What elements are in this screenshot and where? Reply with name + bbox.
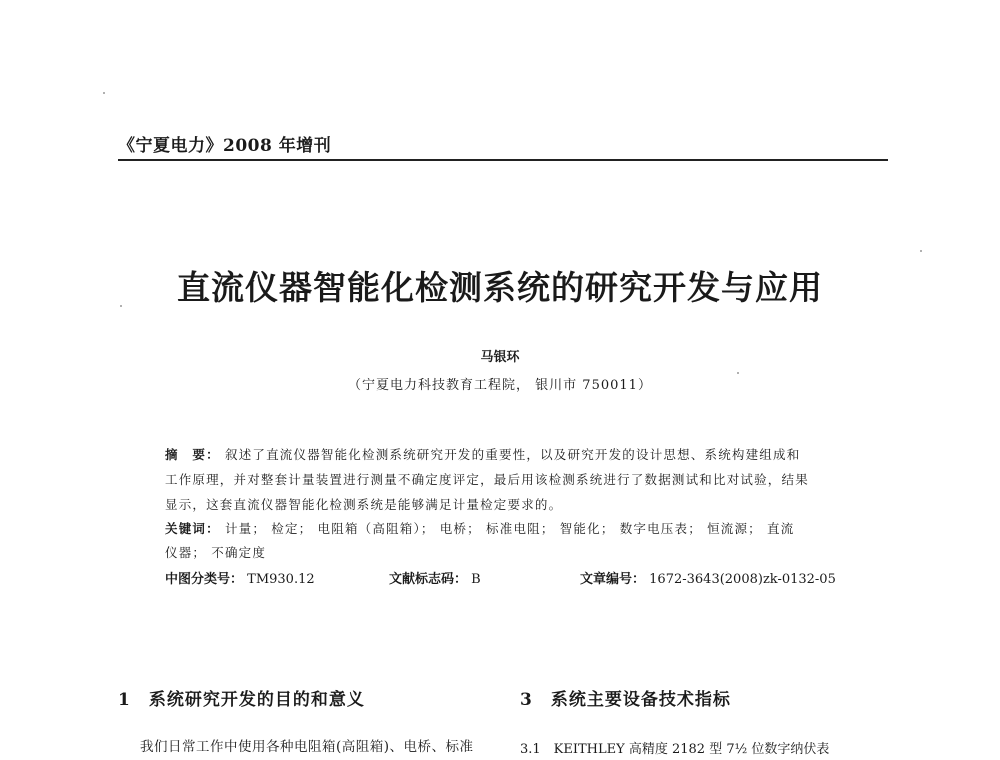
keywords-line-1 [165, 519, 794, 537]
subsection-3-1: 3.1 KEITHLEY 高精度 2182 型 7½ 位数字纳伏表 [520, 742, 830, 757]
clc-number [165, 568, 315, 587]
paper-title: 直流仪器智能化检测系统的研究开发与应用 [177, 268, 823, 307]
abstract-text-1: 叙述了直流仪器智能化检测系统研究开发的重要性，以及研究开发的设计思想、系统构建组成和 [225, 447, 801, 462]
scan-speck [920, 250, 922, 252]
scan-speck [737, 372, 739, 374]
doc-label: 文献标志码： [389, 572, 468, 587]
clc-label: 中图分类号： [165, 572, 244, 587]
article-number [580, 568, 836, 587]
scan-speck [103, 92, 105, 94]
section-3-heading: 3 系统主要设备技术指标 [520, 690, 731, 710]
keywords-line-2: 仪器； 不确定度 [165, 545, 267, 560]
author-affiliation: （宁夏电力科技教育工程院， 银川市 750011） [348, 378, 652, 393]
keywords-label: 关键词： [165, 521, 220, 536]
doc-value: B [471, 572, 481, 587]
abstract-line-1 [165, 445, 800, 463]
section-1-heading: 1 系统研究开发的目的和意义 [118, 690, 365, 710]
scan-speck [120, 305, 122, 307]
article-value: 1672-3643(2008)zk-0132-05 [649, 572, 836, 587]
abstract-label: 摘 要： [165, 447, 220, 462]
keywords-text-1: 计量； 检定； 电阻箱（高阻箱）； 电桥； 标准电阻； 智能化； 数字电压表； 恒流源； 直流 [225, 521, 795, 536]
journal-header: 《宁夏电力》2008 年增刊 [118, 136, 332, 156]
article-label: 文章编号： [580, 572, 646, 587]
document-code [389, 568, 481, 587]
clc-value: TM930.12 [247, 572, 315, 587]
author-name: 马银环 [480, 350, 520, 365]
abstract-line-2: 工作原理，并对整套计量装置进行测量不确定度评定，最后用该检测系统进行了数据测试和比对试验，结果 [165, 472, 809, 487]
section-1-body: 我们日常工作中使用各种电阻箱(高阻箱)、电桥、标准 [140, 739, 474, 755]
header-rule [118, 159, 888, 161]
abstract-line-3: 显示，这套直流仪器智能化检测系统是能够满足计量检定要求的。 [165, 497, 563, 512]
